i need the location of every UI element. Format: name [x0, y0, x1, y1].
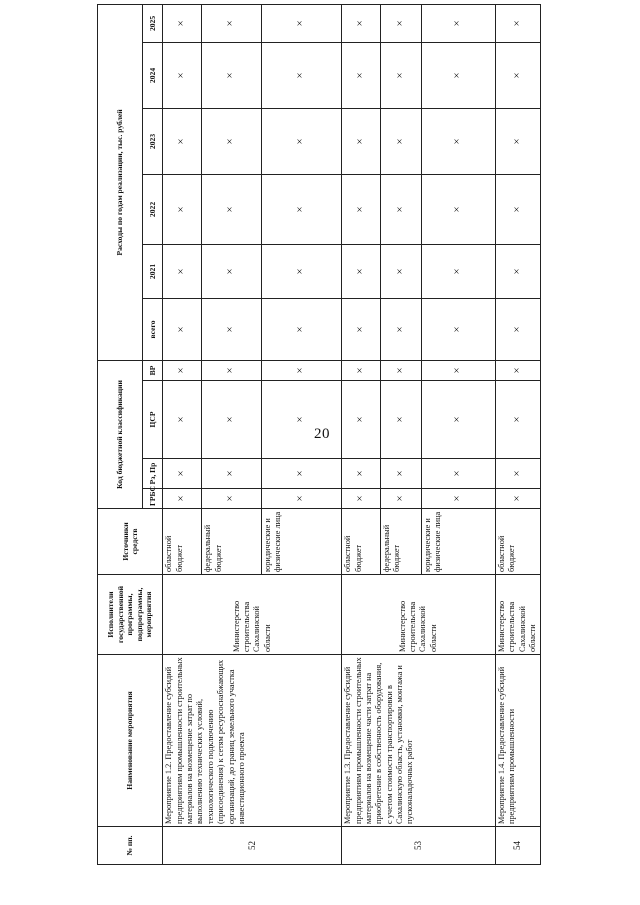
x-mark: × — [342, 459, 381, 489]
header-source: Источники средств — [98, 509, 163, 575]
x-mark: × — [342, 4, 381, 42]
page-number: 20 — [314, 426, 330, 442]
table-row — [163, 4, 202, 864]
x-mark: × — [495, 174, 540, 244]
funding-source: федеральный бюджет — [202, 509, 261, 575]
x-mark: × — [261, 244, 342, 298]
x-mark: × — [163, 108, 202, 174]
measure-name: Мероприятие 1.4. Предоставление субсидий предприятиям промышленности — [495, 655, 540, 827]
x-mark: × — [421, 298, 495, 360]
header-2023: 2023 — [142, 108, 162, 174]
funding-source: юридические и физические лица — [421, 509, 495, 575]
x-mark: × — [202, 459, 261, 489]
table-row — [495, 4, 540, 864]
header-grbs: ГРБС — [142, 489, 162, 509]
funding-source: областной бюджет — [163, 509, 202, 575]
x-mark: × — [342, 381, 381, 459]
x-mark: × — [202, 298, 261, 360]
x-mark: × — [261, 381, 342, 459]
header-no: № пп. — [98, 827, 163, 865]
header-vr: ВР — [142, 360, 162, 380]
x-mark: × — [421, 360, 495, 380]
x-mark: × — [163, 42, 202, 108]
x-mark: × — [381, 108, 422, 174]
x-mark: × — [381, 298, 422, 360]
x-mark: × — [163, 489, 202, 509]
x-mark: × — [421, 381, 495, 459]
header-executor: Исполнители государственной программы, подпрограммы, мероприятия — [98, 575, 163, 655]
budget-table — [97, 4, 541, 865]
x-mark: × — [261, 42, 342, 108]
funding-source: областной бюджет — [342, 509, 381, 575]
x-mark: × — [261, 489, 342, 509]
rotated-table-container — [97, 15, 541, 865]
x-mark: × — [381, 4, 422, 42]
funding-source: областной бюджет — [495, 509, 540, 575]
funding-source: федеральный бюджет — [381, 509, 422, 575]
executor: Министерство строительства Сахалинской области — [163, 575, 342, 655]
x-mark: × — [163, 298, 202, 360]
header-total: всего — [142, 298, 162, 360]
x-mark: × — [163, 381, 202, 459]
executor: Министерство строительства Сахалинской области — [342, 575, 495, 655]
x-mark: × — [342, 244, 381, 298]
x-mark: × — [163, 360, 202, 380]
header-csr: ЦСР — [142, 381, 162, 459]
x-mark: × — [421, 489, 495, 509]
x-mark: × — [342, 298, 381, 360]
header-2022: 2022 — [142, 174, 162, 244]
x-mark: × — [163, 4, 202, 42]
x-mark: × — [342, 360, 381, 380]
x-mark: × — [261, 298, 342, 360]
x-mark: × — [261, 360, 342, 380]
row-number: 53 — [342, 827, 495, 865]
x-mark: × — [381, 174, 422, 244]
x-mark: × — [495, 108, 540, 174]
header-rzpr: Рз, Пр — [142, 459, 162, 489]
funding-source: юридические и физические лица — [261, 509, 342, 575]
x-mark: × — [342, 174, 381, 244]
x-mark: × — [202, 360, 261, 380]
header-expenses: Расходы по годам реализации, тыс. рублей — [98, 4, 143, 360]
executor: Министерство строительства Сахалинской области — [495, 575, 540, 655]
x-mark: × — [381, 459, 422, 489]
row-number: 52 — [163, 827, 342, 865]
x-mark: × — [421, 4, 495, 42]
x-mark: × — [421, 459, 495, 489]
x-mark: × — [342, 489, 381, 509]
x-mark: × — [202, 108, 261, 174]
measure-name: Мероприятие 1.3. Предоставление субсидий предприятиям промышленности строительных материалов на возмещение части затрат на приобретение в собственность оборудования, с учетом стоимости транспортировки в Сахалинскую область, установки, монтажа и пусконаладочных работ — [342, 655, 495, 827]
x-mark: × — [495, 4, 540, 42]
x-mark: × — [202, 244, 261, 298]
x-mark: × — [202, 489, 261, 509]
x-mark: × — [202, 4, 261, 42]
table-row — [342, 4, 381, 864]
header-kbk: Код бюджетной классификации — [98, 360, 143, 508]
x-mark: × — [421, 42, 495, 108]
x-mark: × — [163, 459, 202, 489]
x-mark: × — [342, 108, 381, 174]
x-mark: × — [381, 489, 422, 509]
x-mark: × — [261, 459, 342, 489]
x-mark: × — [495, 360, 540, 380]
header-2024: 2024 — [142, 42, 162, 108]
x-mark: × — [163, 244, 202, 298]
x-mark: × — [342, 42, 381, 108]
x-mark: × — [495, 298, 540, 360]
x-mark: × — [261, 108, 342, 174]
x-mark: × — [381, 381, 422, 459]
x-mark: × — [495, 459, 540, 489]
x-mark: × — [202, 381, 261, 459]
measure-name: Мероприятие 1.2. Предоставление субсидий предприятиям промышленности строительных материалов на возмещение затрат по выполнению технических условий, технологического подключению (присоединения) к сетям ресурсоснабжающих организаций, до границ земельного участка инвестиционного проекта — [163, 655, 342, 827]
x-mark: × — [421, 244, 495, 298]
x-mark: × — [381, 360, 422, 380]
x-mark: × — [381, 42, 422, 108]
x-mark: × — [421, 174, 495, 244]
x-mark: × — [202, 174, 261, 244]
row-number: 54 — [495, 827, 540, 865]
x-mark: × — [495, 489, 540, 509]
x-mark: × — [261, 174, 342, 244]
x-mark: × — [381, 244, 422, 298]
header-name: Наименование мероприятия — [98, 655, 163, 827]
x-mark: × — [163, 174, 202, 244]
x-mark: × — [202, 42, 261, 108]
x-mark: × — [495, 42, 540, 108]
x-mark: × — [421, 108, 495, 174]
x-mark: × — [261, 4, 342, 42]
x-mark: × — [495, 381, 540, 459]
header-2025: 2025 — [142, 4, 162, 42]
header-2021: 2021 — [142, 244, 162, 298]
x-mark: × — [495, 244, 540, 298]
